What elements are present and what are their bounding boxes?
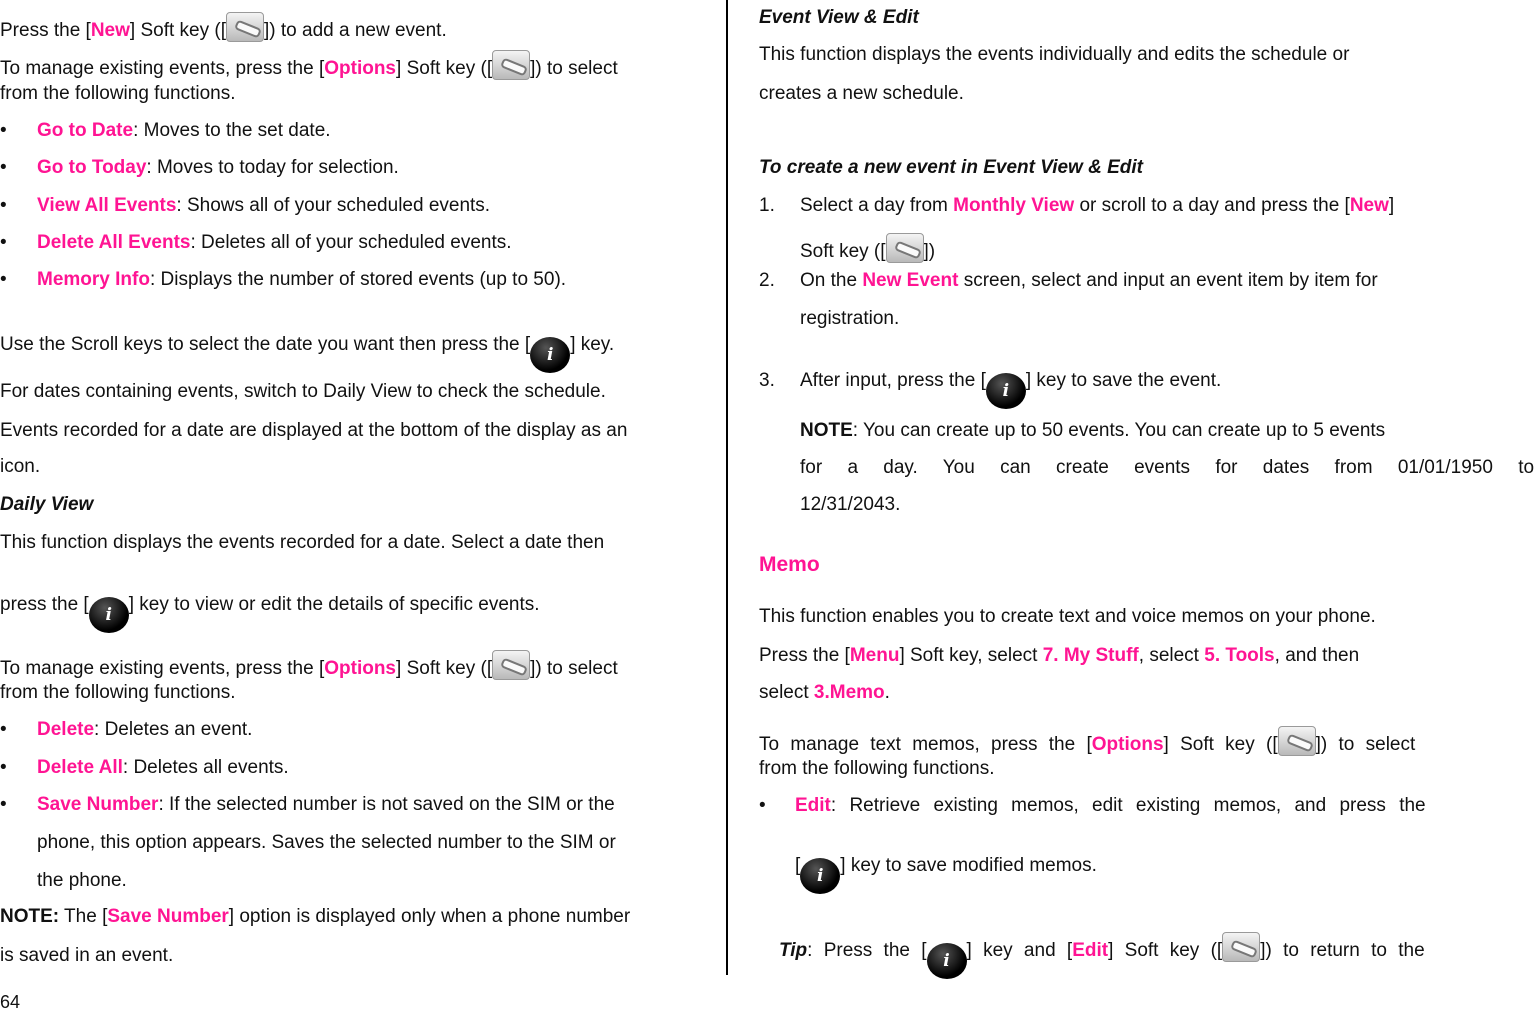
body-text: creates a new schedule.	[759, 83, 964, 104]
soft-key-icon	[492, 50, 530, 80]
step-1: 1. Select a day from Monthly View or scroll to a day and press the [New]	[759, 195, 1395, 216]
memo-menu-line: Press the [Menu] Soft key, select 7. My Stuff, select 5. Tools, and then	[759, 645, 1360, 666]
column-divider	[726, 0, 728, 975]
soft-key-icon	[1278, 726, 1316, 756]
body-text: This function displays the events recorded for a date. Select a date then	[0, 532, 605, 553]
section-heading: Event View & Edit	[759, 7, 919, 28]
body-text: This function displays the events individually and edits the schedule or	[759, 44, 1350, 65]
body-text: For dates containing events, switch to Daily View to check the schedule.	[0, 381, 606, 402]
ok-key-icon: i	[89, 597, 129, 633]
section-heading: To create a new event in Event View & Edit	[759, 157, 1143, 178]
list-item: • Memory Info: Displays the number of stored events (up to 50).	[0, 269, 567, 290]
step-1-cont: Soft key ([ ])	[800, 233, 935, 263]
soft-key-icon	[492, 650, 530, 680]
list-item: • Delete: Deletes an event.	[0, 719, 253, 740]
body-text: for a day. You can create events for dates from 01/01/1950 to	[800, 457, 1534, 478]
ok-key-icon: i	[927, 943, 967, 979]
soft-key-icon	[226, 12, 264, 42]
note: NOTE: You can create up to 50 events. You can create up to 5 events	[800, 420, 1386, 441]
note: NOTE: The [Save Number] option is displayed only when a phone number	[0, 906, 631, 927]
list-item: • Save Number: If the selected number is not saved on the SIM or the	[0, 794, 615, 815]
list-item: • Delete All Events: Deletes all of your scheduled events.	[0, 232, 512, 253]
memo-select-line: select 3.Memo.	[759, 682, 890, 703]
body-text: Events recorded for a date are displayed at the bottom of the display as an	[0, 420, 628, 441]
body-text: icon.	[0, 456, 41, 477]
list-item: • Delete All: Deletes all events.	[0, 757, 289, 778]
body-text: from the following functions.	[759, 758, 995, 779]
ok-key-icon: i	[530, 337, 570, 373]
body-text: 12/31/2043.	[800, 494, 901, 515]
ok-key-icon: i	[800, 858, 840, 894]
manage-line: To manage existing events, press the [Options] Soft key ([ ]) to select	[0, 650, 696, 680]
body-text: registration.	[800, 308, 900, 329]
list-item: • Go to Today: Moves to today for selection.	[0, 157, 399, 178]
section-heading: Daily View	[0, 494, 94, 515]
step-2: 2. On the New Event screen, select and input an event item by item for	[759, 270, 1378, 291]
body-text: from the following functions.	[0, 682, 236, 703]
tip: Tip: Press the [ i ] key and [Edit] Soft key ([ ]) to return to the	[779, 932, 1453, 979]
step-3: 3. After input, press the [ i ] key to save the event.	[759, 370, 775, 392]
page-number: 64	[0, 992, 21, 1012]
soft-key-icon	[1222, 932, 1260, 962]
list-item: • Go to Date: Moves to the set date.	[0, 120, 331, 141]
body-text: is saved in an event.	[0, 945, 174, 966]
ok-key-icon: i	[986, 373, 1026, 409]
memo-heading: Memo	[759, 553, 820, 576]
manage-line: To manage existing events, press the [Options] Soft key ([ ]) to select	[0, 50, 696, 80]
body-text: from the following functions.	[0, 83, 236, 104]
list-item: • View All Events: Shows all of your scheduled events.	[0, 195, 491, 216]
scroll-line: Use the Scroll keys to select the date you want then press the [ i ] key.	[0, 334, 614, 373]
new-event-line: Press the [New] Soft key ([ ]) to add a new event.	[0, 12, 447, 42]
daily-ok-line: press the [ i ] key to view or edit the details of specific events.	[0, 594, 540, 633]
manage-line: To manage text memos, press the [Options] Soft key ([ ]) to select	[759, 726, 1453, 756]
edit-ok-line: [ i ] key to save modified memos.	[795, 855, 1097, 894]
body-text: This function enables you to create text and voice memos on your phone.	[759, 606, 1376, 627]
body-text: the phone.	[37, 870, 127, 891]
body-text: phone, this option appears. Saves the selected number to the SIM or	[37, 832, 616, 853]
soft-key-icon	[886, 233, 924, 263]
